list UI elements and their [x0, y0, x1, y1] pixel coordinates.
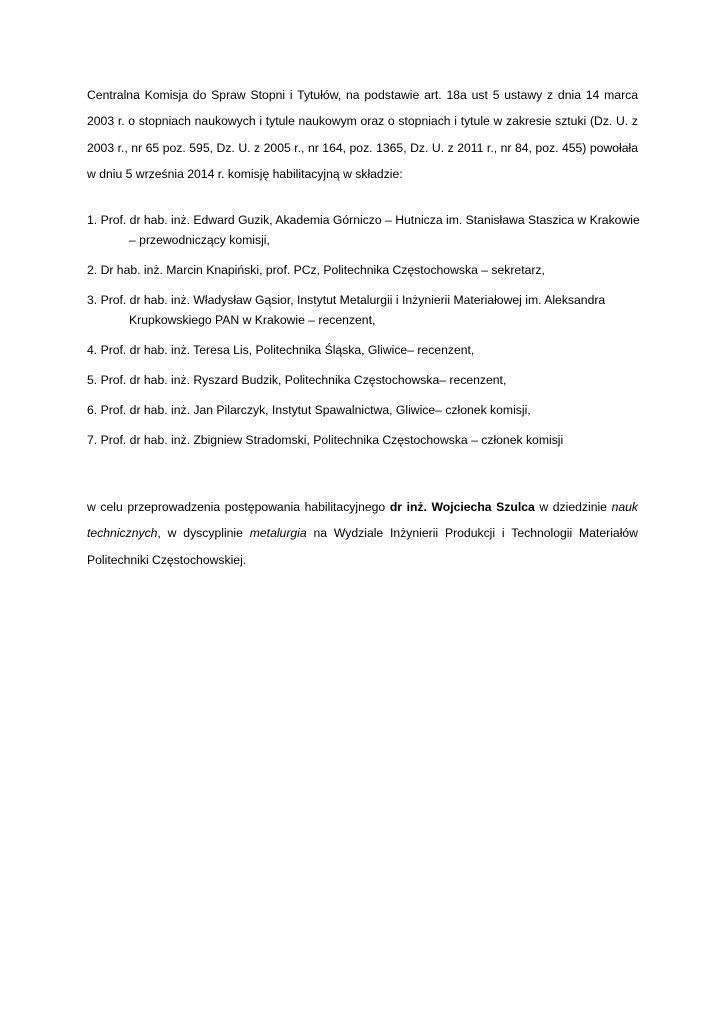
member-number: 2. — [87, 263, 98, 277]
committee-member-3 — [87, 290, 647, 330]
member-text: Prof. dr hab. inż. Teresa Lis, Politechnika Śląska, Gliwice– recenzent, — [100, 343, 475, 357]
committee-member-4 — [87, 340, 647, 360]
member-text-continuation: Krupkowskiego PAN w Krakowie – recenzent, — [129, 313, 376, 327]
field-of-science: nauk technicznych — [87, 500, 638, 541]
member-text: Prof. dr hab. inż. Władysław Gąsior, Instytut Metalurgii i Inżynierii Materiałowej im. Aleksandra — [100, 293, 606, 307]
committee-member-5 — [87, 370, 647, 390]
member-text: Dr hab. inż. Marcin Knapiński, prof. PCz, Politechnika Częstochowska – sekretarz, — [100, 263, 545, 277]
committee-member-1 — [87, 210, 647, 250]
member-number: 6. — [87, 403, 98, 417]
member-text-continuation: – przewodniczący komisji, — [129, 233, 270, 247]
member-text: Prof. dr hab. inż. Ryszard Budzik, Politechnika Częstochowska– recenzent, — [100, 373, 507, 387]
closing-text: , w dyscyplinie — [157, 526, 250, 541]
member-number: 1. — [87, 213, 98, 227]
committee-member-2 — [87, 260, 647, 280]
closing-text: w dziedzinie — [534, 500, 612, 514]
member-number: 5. — [87, 373, 98, 387]
intro-paragraph: Centralna Komisja do Spraw Stopni i Tytułów, na podstawie art. 18a ust 5 ustawy z dnia 14 marca 2003 r. o stopniach naukowych i tytule naukowym oraz o stopniach i tytule w zakresie sztuki (Dz. U. z 2003 r., nr 65 poz. 595, Dz. U. z 2005 r., nr 164, poz. 1365, Dz. U. z 2011 r., nr 84, poz. 455) powołała w dniu 5 września 2014 r. komisję habilitacyjną w składzie: — [87, 88, 638, 181]
member-text: Prof. dr hab. inż. Edward Guzik, Akademia Górniczo – Hutnicza im. Stanisława Staszica w Krakowie — [100, 213, 640, 227]
committee-member-7 — [87, 430, 647, 450]
member-text: Prof. dr hab. inż. Zbigniew Stradomski, Politechnika Częstochowska – członek komisji — [100, 433, 564, 447]
closing-text: na Wydziale Inżynierii Produkcji i Technologii Materiałów Politechniki Częstochowskiej. — [87, 526, 638, 567]
committee-member-6 — [87, 400, 647, 420]
candidate-name: dr inż. Wojciecha Szulca — [389, 500, 535, 514]
closing-paragraph — [87, 494, 638, 573]
closing-text: w celu przeprowadzenia postępowania habilitacyjnego — [87, 500, 390, 514]
member-text: Prof. dr hab. inż. Jan Pilarczyk, Instytut Spawalnictwa, Gliwice– członek komisji, — [100, 403, 531, 417]
member-number: 4. — [87, 343, 98, 357]
member-number: 3. — [87, 293, 98, 307]
discipline: metalurgia — [249, 526, 307, 541]
member-number: 7. — [87, 433, 98, 447]
committee-members-list — [87, 210, 647, 460]
